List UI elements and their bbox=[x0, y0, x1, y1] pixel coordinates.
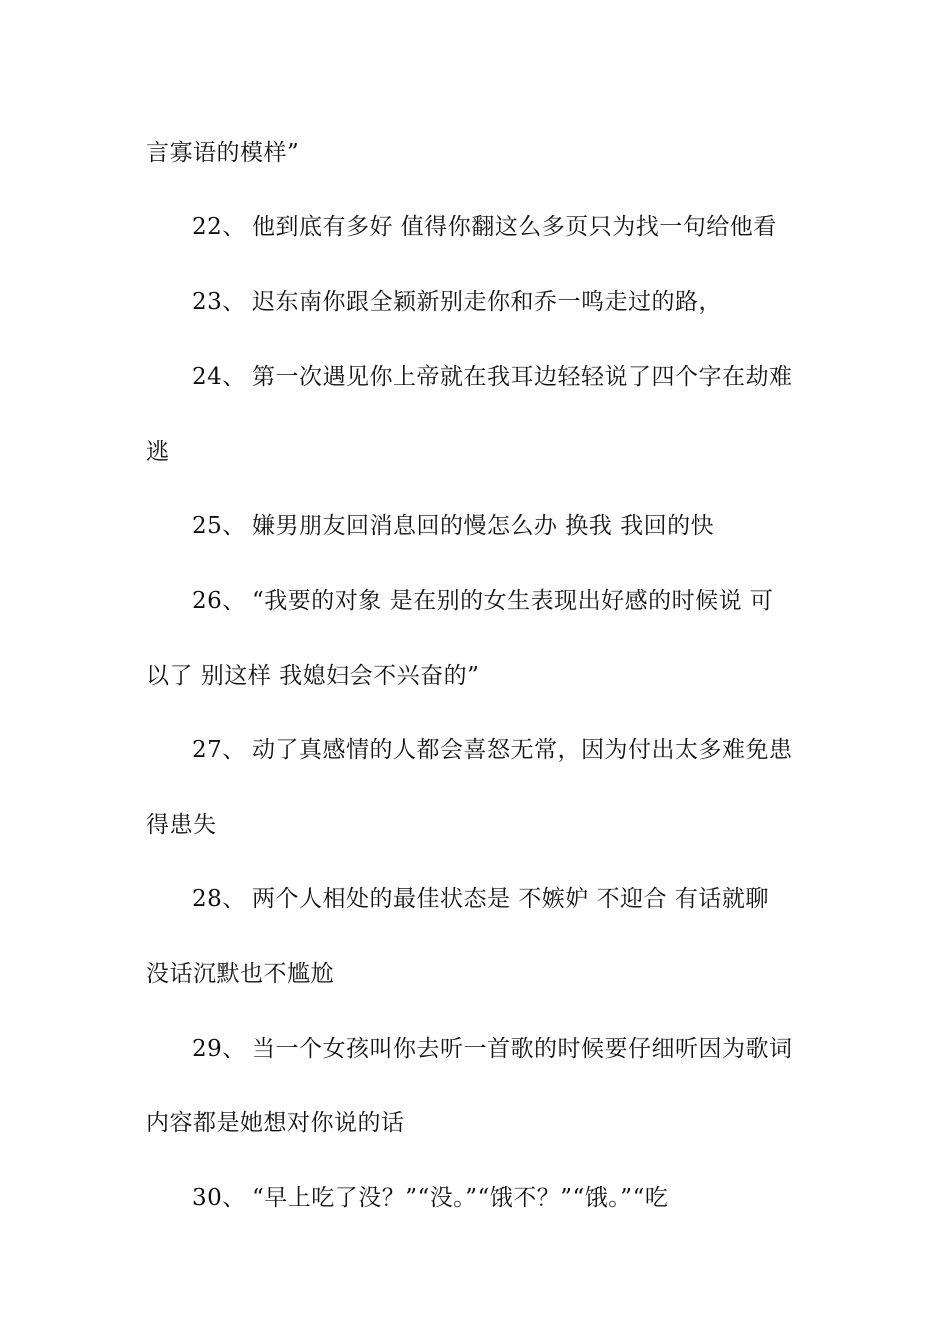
line-text: 以了 别这样 我媳妇会不兴奋的” bbox=[146, 663, 480, 689]
line-text: 内容都是她想对你说的话 bbox=[146, 1110, 405, 1136]
line-text: 迟东南你跟全颖新别走你和乔一鸣走过的路， bbox=[252, 289, 722, 315]
text-line bbox=[146, 1108, 816, 1138]
item-number: 25、 bbox=[192, 513, 246, 539]
text-line bbox=[146, 437, 816, 467]
item-number: 23、 bbox=[192, 289, 246, 315]
line-text: 他到底有多好 值得你翻这么多页只为找一句给他看 bbox=[252, 214, 777, 240]
line-text: 两个人相处的最佳状态是 不嫉妒 不迎合 有话就聊 bbox=[252, 886, 769, 912]
line-text: 没话沉默也不尴尬 bbox=[146, 961, 334, 987]
list-item bbox=[192, 735, 862, 765]
item-number: 24、 bbox=[192, 364, 246, 390]
line-text: 当一个女孩叫你去听一首歌的时候要仔细听因为歌词 bbox=[252, 1036, 793, 1062]
text-line bbox=[146, 959, 816, 989]
line-text: 动了真感情的人都会喜怒无常，因为付出太多难免患 bbox=[252, 737, 793, 763]
list-item bbox=[192, 212, 862, 242]
item-number: 22、 bbox=[192, 214, 246, 240]
line-text: “早上吃了没？”“没。”“饿不？”“饿。”“吃 bbox=[252, 1185, 669, 1211]
line-text: 得患失 bbox=[146, 812, 217, 838]
list-item bbox=[192, 287, 862, 317]
list-item bbox=[192, 884, 862, 914]
list-item bbox=[192, 1034, 862, 1064]
item-number: 27、 bbox=[192, 737, 246, 763]
list-item bbox=[192, 1183, 862, 1213]
text-line bbox=[146, 138, 816, 168]
item-number: 26、 bbox=[192, 588, 246, 614]
line-text: 言寡语的模样” bbox=[146, 140, 300, 166]
line-text: 逃 bbox=[146, 439, 170, 465]
list-item bbox=[192, 586, 862, 616]
line-text: 第一次遇见你上帝就在我耳边轻轻说了四个字在劫难 bbox=[252, 364, 793, 390]
list-item bbox=[192, 511, 862, 541]
item-number: 29、 bbox=[192, 1036, 246, 1062]
text-line bbox=[146, 661, 816, 691]
list-item bbox=[192, 362, 862, 392]
line-text: 嫌男朋友回消息回的慢怎么办 换我 我回的快 bbox=[252, 513, 715, 539]
item-number: 28、 bbox=[192, 886, 246, 912]
text-line bbox=[146, 810, 816, 840]
line-text: “我要的对象 是在别的女生表现出好感的时候说 可 bbox=[252, 588, 774, 614]
item-number: 30、 bbox=[192, 1185, 246, 1211]
